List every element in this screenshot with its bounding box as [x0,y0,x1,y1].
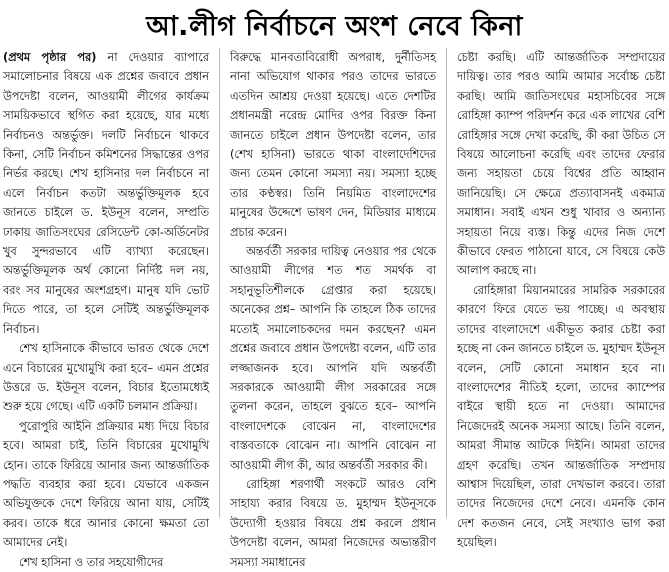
paragraph-text: না দেওয়ার ব্যাপারে সমালোচনার বিষয়ে এক প্রশ্নের জবাবে প্রধান উপদেষ্টা বলেন, আওয়ামী লীগের কার্যক্রম সাময়িকভাবে স্থগিত করা হয়েছে, যার মধ্যে নির্বাচনও অন্তর্ভুক্ত। দলটি নির্বাচনে থাকবে কিনা, সেটি নির্বাচন কমিশনের সিদ্ধান্তের ওপর নির্ভর করছে। শেখ হাসিনার দল নির্বাচনে না এলে নির্বাচন কতটা অন্তর্ভুক্তিমূলক হবে জানতে চাইলে ড. ইউনূস বলেন, সম্প্রতি ঢাকায় জাতিসংঘের রেসিডেন্ট কো-অর্ডিনেটর খুব সুন্দরভাবে এটি ব্যাখ্যা করেছেন। অন্তর্ভুক্তিমূলক অর্থ কোনো নির্দিষ্ট দল নয়, বরং সব মানুষের অংশগ্রহণ। মানুষ যদি ভোট দিতে পারে, তা হলে সেটিই অন্তর্ভুক্তিমূলক নির্বাচন। [3,51,210,336]
article-paragraph: পুরোপুরি আইনি প্রক্রিয়ার মধ্য দিয়ে বিচার হবে। আমরা চাই, তিনি বিচারের মুখোমুখি হোন। তাকে ফিরিয়ে আনার জন্য আন্তর্জাতিক পদ্ধতি ব্যবহার করা হবে। যেভাবে একজন অভিযুক্তকে দেশে ফিরিয়ে আনা যায়, সেটিই করব। তাকে ধরে আনার কোনো ক্ষমতা তো আমাদের নেই। [3,419,209,550]
article-column-2 [230,48,436,569]
article-paragraph: শেখ হাসিনাকে কীভাবে ভারত থেকে দেশে এনে বিচারের মুখোমুখি করা হবে– এমন প্রশ্নের উত্তরে ড. ইউনূস বলেন, বিচার ইতোমধ্যেই শুরু হয়ে গেছে। এটি একটি চলমান প্রক্রিয়া। [3,342,209,414]
column-divider [219,48,220,518]
column-divider [446,48,447,518]
continued-from-tag: (প্রথম পৃষ্ঠার পর) [3,51,97,64]
article-paragraph: রোহিঙ্গারা মিয়ানমারের সামরিক সরকারের কারণে ফিরে যেতে ভয় পাচ্ছে। এ অবস্থায় তাদের বাংলাদেশে একীভূত করার চেষ্টা করা হচ্ছে না কেন জানতে চাইলে ড. মুহাম্মদ ইউনূস বলেন, সেটি কোনো সমাধান হবে না। বাংলাদেশের নীতিই হলো, তাদের ক্যাম্পের বাইরে স্থায়ী হতে না দেওয়া। আমাদের নিজেদেরই অনেক সমস্যা আছে। তিনি বলেন, আমরা সীমান্ত আটকে দিইনি। আমরা তাদের গ্রহণ করেছি। তখন আন্তর্জাতিক সম্প্রদায় আশ্বাস দিয়েছিল, তারা দেখভাল করবে। তারা তাদের নিজেদের দেশে নেবে। এমনকি কোন দেশ কতজন নেবে, সেই সংখ্যাও ভাগ করা হয়েছিল। [457,283,665,550]
article-column-3 [457,48,665,550]
article-paragraph: শেখ হাসিনা ও তার সহযোগীদের [19,555,164,569]
article-paragraph: বিরুদ্ধে মানবতাবিরোধী অপরাধ, দুর্নীতিসহ নানা অভিযোগ থাকার পরও তাদের ভারতে এতদিন আশ্রয় দেওয়া হয়েছে। এতে দেশটির প্রধানমন্ত্রী নরেন্দ্র মোদির ওপর বিরক্ত কিনা জানতে চাইলে প্রধান উপদেষ্টা বলেন, তার (শেখ হাসিনা) ভারতে থাকা বাংলাদেশিদের জন্য তেমন কোনো সমস্যা নয়। সমস্যা হচ্ছে তার কণ্ঠস্বর। তিনি নিয়মিত বাংলাদেশের মানুষের উদ্দেশে ভাষণ দেন, মিডিয়ার মাধ্যমে প্রচার করেন। [230,51,436,239]
article-paragraph: অন্তর্বর্তী সরকার দায়িত্ব নেওয়ার পর থেকে আওয়ামী লীগের শত শত সমর্থক বা সহানুভূতিশীলকে গ্রেপ্তার করা হয়েছে। অনেকের প্রশ্ন– আপনি কি তাহলে ঠিক তাদের মতোই সমালোচকদের দমন করছেন? এমন প্রশ্নের জবাবে প্রধান উপদেষ্টা বলেন, এটি তার লজ্জাজনক হবে। আপনি যদি অন্তর্বর্তী সরকারকে আওয়ামী লীগ সরকারের সঙ্গে তুলনা করেন, তাহলে বুঝতে হবে– আপনি বাংলাদেশকে বোঝেন না, বাংলাদেশের বাস্তবতাকে বোঝেন না। আপনি বোঝেন না আওয়ামী লীগ কী, আর অন্তর্বর্তী সরকার কী। [230,245,436,472]
headline: আ.লীগ নির্বাচনে অংশ নেবে কিনা [146,11,523,42]
article-paragraph: রোহিঙ্গা শরণার্থী সংকটে আরও বেশি সাহায্য করার বিষয়ে ড. মুহাম্মদ ইউনূসকে উদ্যোগী হওয়ার বিষয়ে প্রশ্ন করলে প্রধান উপদেষ্টা বলেন, আমরা নিজেদের অভ্যন্তরীণ সমস্যা সমাধানের [230,477,436,569]
article-column-1 [3,48,210,569]
article-paragraph [3,48,209,339]
article-paragraph: চেষ্টা করছি। এটি আন্তর্জাতিক সম্প্রদায়ের দায়িত্ব। তার পরও আমি আমার সর্বোচ্চ চেষ্টা করছি। আমি জাতিসংঘের মহাসচিবের সঙ্গে রোহিঙ্গা ক্যাম্প পরিদর্শন করে এক লাখের বেশি রোহিঙ্গার সঙ্গে দেখা করেছি, কী করা উচিত সে বিষয়ে আলোচনা করেছি এবং তাদের ফেরার জন্য সহায়তা চেয়ে বিশ্বের প্রতি আহ্বান জানিয়েছি। সে ক্ষেত্রে প্রত্যাবাসনই একমাত্র সমাধান। সবাই এখন শুধু খাবার ও অন্যান্য সহায়তা নিয়ে ব্যস্ত। কিন্তু এদের নিজ দেশে কীভাবে ফেরত পাঠানো যাবে, সে বিষয়ে কেউ আলাপ করছে না। [457,51,665,278]
